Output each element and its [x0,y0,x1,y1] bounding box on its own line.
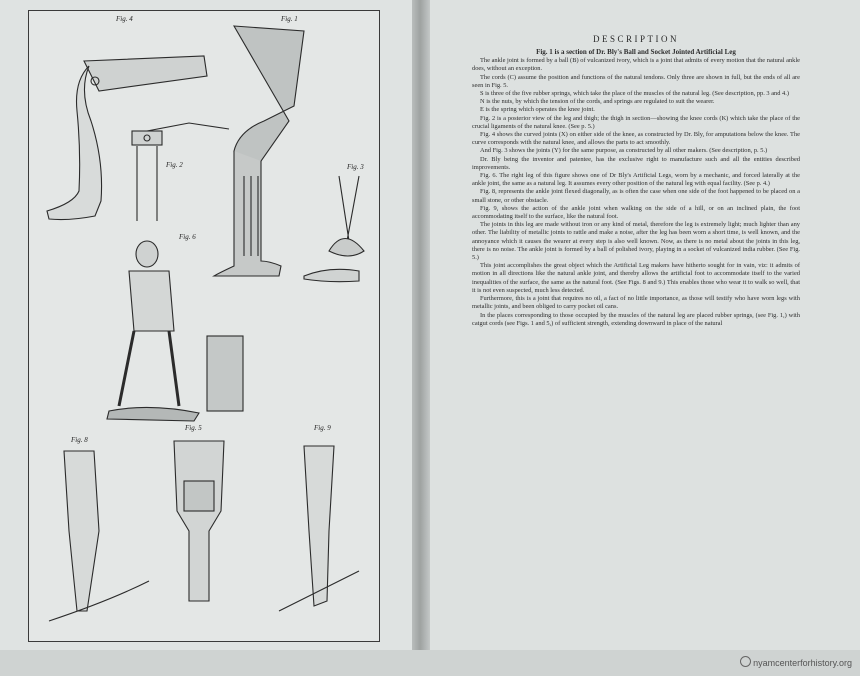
paragraph: Fig. 9, shows the action of the ankle joint when walking on the side of a hill, or on an inclined plain, the foot accommodating itself to the surface, like the natural foot. [472,204,800,221]
paragraph: Fig. 4 shows the curved joints (X) on either side of the knee, as constructed by Dr. Bly, for amputations below the knee. The curve corresponds with the natural knee, and allows the parts to act smoothly. [472,131,800,147]
paragraph: Dr. Bly being the inventor and patentee, has the exclusive right to manufacture such and all the entities described improvements. [472,155,800,171]
footer-bar [0,650,860,676]
source-watermark[interactable] [740,656,852,668]
paragraph: The joints in this leg are made without iron or any kind of metal, therefore the leg is extremely light; much lighter than any other. The liability of metallic joints to rattle and make a noise, after the leg has been worn a short time, is well known, and the annoyance which it causes the wearer at every step is also well known. Now, as there is no metal about the joints in this leg, there is no noise. The ankle joint is formed by a ball of polished ivory, playing in a socket of vulcanized india rubber. (See Fig. 5.) [472,221,800,262]
figure-label: Fig. 5 [185,424,202,432]
figure-label: Fig. 3 [347,163,364,171]
illustration-plate [28,10,380,642]
paragraph: And Fig. 3 shows the joints (Y) for the same purpose, as constructed by all other makers. (See description, p. 5.) [480,147,768,155]
artificial-leg-engravings [29,11,379,641]
figure-label: Fig. 2 [166,161,183,169]
paragraph: N is the nuts, by which the tension of the cords, and springs are regulated to suit the wearer. [480,98,715,106]
paragraph: Fig. 8, represents the ankle joint flexed diagonally, as is often the case when one side of the foot happened to be placed on a small stone, or other obstacle. [472,188,800,204]
figure-label: Fig. 1 [281,15,298,23]
page-heading: DESCRIPTION [592,34,679,44]
description-text-column [472,34,800,328]
paragraph: Fig. 1 is a section of Dr. Bly's Ball and Socket Jointed Artificial Leg [536,48,736,56]
figure-label: Fig. 4 [116,15,133,23]
paragraph: Fig. 2 is a posterior view of the leg and thigh; the thigh in section—showing the knee cords (K) which take the place of the crucial ligaments of the natural knee. (See p. 5.) [472,114,800,130]
figure-label: Fig. 6 [179,233,196,241]
paragraph: The cords (C) assume the position and functions of the natural tendons. Only three are shown in full, but the ends of all are seen in Fig. 5. [472,73,800,89]
paragraph: E is the spring which operates the knee joint. [480,106,595,114]
paragraph: This joint accomplishes the great object which the Artificial Leg makers have hitherto sought for in vain, viz: it admits of motion in all directions like the natural ankle joint, and thereby allows the artificial foot to accommodate itself to the varied inequalities of the surface, the same as the natural foot. (See Figs. 8 and 9.) This enables those who wear it to walk so well, that it is not even suspected, much less detected. [472,262,800,294]
globe-pin-icon [740,656,751,667]
figure-label: Fig. 8 [71,436,88,444]
paragraph: Furthermore, this is a joint that requires no oil, a fact of no little importance, as those will testify who have worn legs with metallic joints, and been obliged to carry pocket oil cans. [472,295,800,311]
figure-label: Fig. 9 [314,424,331,432]
paragraph: In the places corresponding to those occupied by the muscles of the natural leg are placed rubber springs, (see Fig. 1,) with catgut cords (see Figs. 1 and 5,) of sufficient strength, extending downward in place of the natural [472,311,800,327]
book-gutter [412,0,430,650]
watermark-text: nyamcenterforhistory.org [753,658,852,668]
paragraph: Fig. 6. The right leg of this figure shows one of Dr Bly's Artificial Legs, worn by a mechanic, and forced laterally at the ankle joint, the same as a natural leg. It assumes every other position of the natural leg with equal facility. (See p. 4.) [472,172,800,188]
paragraph: S is three of the five rubber springs, which take the place of the muscles of the natural leg. (See description, pp. 3 and 4.) [480,90,789,98]
paragraph: The ankle joint is formed by a ball (B) of vulcanized ivory, which is a joint that admits of every motion that the natural ankle does, without an exception. [472,57,800,73]
